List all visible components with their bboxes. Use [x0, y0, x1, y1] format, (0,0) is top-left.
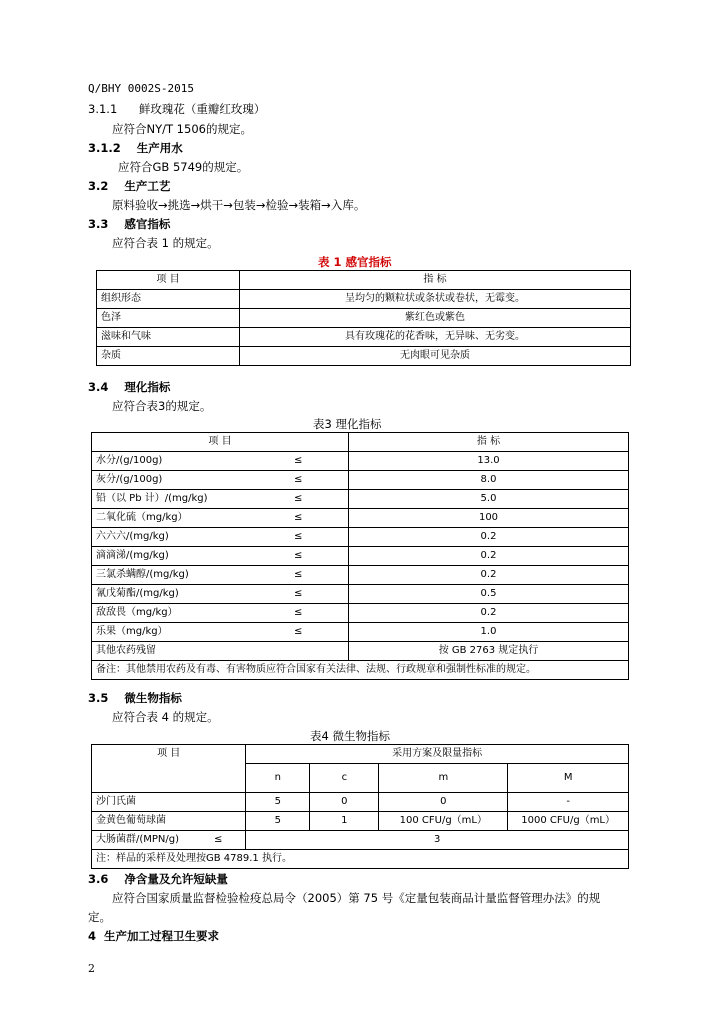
row-value: 13.0 — [349, 452, 629, 471]
subheader-n: n — [246, 764, 310, 793]
row-operator: ≤ — [290, 547, 349, 566]
row-c: 1 — [310, 812, 379, 831]
row-n: 5 — [246, 812, 310, 831]
row-label: 沙门氏菌 — [92, 793, 246, 812]
document-code: Q/BHY 0002S-2015 — [88, 82, 194, 95]
table-row — [92, 471, 629, 490]
row-label: 氰戊菊酯/(mg/kg) — [92, 585, 291, 604]
row-value: 具有玫瑰花的花香味，无异味、无劣变。 — [240, 328, 631, 347]
table-header-row — [92, 433, 629, 452]
table-3-caption: 表3 理化指标 — [313, 417, 382, 431]
row-operator: ≤ — [290, 585, 349, 604]
section-4-heading — [88, 928, 219, 944]
section-title: 生产加工过程卫生要求 — [104, 929, 220, 943]
table-row — [92, 509, 629, 528]
table-note-row — [92, 661, 629, 680]
table-row — [97, 309, 631, 328]
header-cell: 指 标 — [240, 271, 631, 290]
row-value: 5.0 — [349, 490, 629, 509]
table-row — [92, 585, 629, 604]
section-number: 3.3 — [88, 217, 109, 231]
table-row — [92, 642, 629, 661]
section-3-1-1-text: 应符合NY/T 1506的规定。 — [112, 122, 252, 136]
row-label: 滋味和气味 — [97, 328, 240, 347]
row-label: 乐果（mg/kg） — [92, 623, 291, 642]
section-title: 感官指标 — [124, 217, 171, 231]
header-cell: 项 目 — [92, 433, 349, 452]
table-row — [97, 290, 631, 309]
row-value: 100 — [349, 509, 629, 528]
row-operator: ≤ — [290, 490, 349, 509]
section-3-4-heading — [88, 379, 170, 395]
row-M: - — [508, 793, 629, 812]
table-header-row — [92, 745, 629, 764]
header-cell: 指 标 — [349, 433, 629, 452]
section-3-1-1-heading — [88, 101, 265, 117]
row-label: 大肠菌群/(MPN/g) — [92, 831, 211, 850]
row-value: 无肉眼可见杂质 — [240, 347, 631, 366]
row-label: 六六六/(mg/kg) — [92, 528, 291, 547]
subheader-m: m — [379, 764, 508, 793]
row-operator: ≤ — [290, 623, 349, 642]
row-value: 按 GB 2763 规定执行 — [349, 642, 629, 661]
row-value: 0.2 — [349, 604, 629, 623]
section-3-5-text: 应符合表 4 的规定。 — [112, 710, 219, 724]
row-label: 其他农药残留 — [92, 642, 291, 661]
row-M: 1000 CFU/g（mL） — [508, 812, 629, 831]
row-label: 组织形态 — [97, 290, 240, 309]
row-label: 水分/(g/100g) — [92, 452, 291, 471]
table-row — [92, 604, 629, 623]
row-value: 8.0 — [349, 471, 629, 490]
section-number: 4 — [88, 929, 97, 943]
section-number: 3.1.2 — [88, 141, 121, 155]
table-row — [92, 528, 629, 547]
table-4-microbiological — [91, 744, 629, 869]
row-operator: ≤ — [290, 566, 349, 585]
row-value: 0.2 — [349, 528, 629, 547]
section-title: 鲜玫瑰花（重瓣红玫瑰） — [138, 102, 266, 116]
row-value: 紫红色或紫色 — [240, 309, 631, 328]
section-3-3-heading — [88, 216, 170, 232]
row-operator: ≤ — [290, 604, 349, 623]
section-number: 3.1.1 — [88, 102, 118, 116]
subheader-c: c — [310, 764, 379, 793]
row-value: 呈均匀的颗粒状或条状或卷状，无霉变。 — [240, 290, 631, 309]
row-value: 3 — [246, 831, 629, 850]
table-row — [97, 328, 631, 347]
table-note: 备注：其他禁用农药及有毒、有害物质应符合国家有关法律、法规、行政规章和强制性标准的规定。 — [92, 661, 629, 680]
row-c: 0 — [310, 793, 379, 812]
section-number: 3.5 — [88, 691, 109, 705]
table-row — [97, 347, 631, 366]
row-label: 敌敌畏（mg/kg） — [92, 604, 291, 623]
table-1-caption: 表 1 感官指标 — [318, 255, 392, 269]
row-label: 灰分/(g/100g) — [92, 471, 291, 490]
section-3-1-2-heading — [88, 140, 183, 156]
table-row — [92, 623, 629, 642]
section-3-5-heading — [88, 690, 182, 706]
row-label: 滴滴涕/(mg/kg) — [92, 547, 291, 566]
row-label: 三氯杀螨醇/(mg/kg) — [92, 566, 291, 585]
section-3-2-text: 原料验收→挑选→烘干→包装→检验→装箱→入库。 — [112, 198, 366, 212]
row-label: 杂质 — [97, 347, 240, 366]
section-3-1-2-text: 应符合GB 5749的规定。 — [118, 160, 249, 174]
header-cell: 项 目 — [97, 271, 240, 290]
table-3-physicochemical — [91, 432, 629, 680]
section-3-4-text: 应符合表3的规定。 — [112, 399, 212, 413]
table-1-sensory — [96, 270, 631, 366]
table-row — [92, 793, 629, 812]
row-m: 100 CFU/g（mL） — [379, 812, 508, 831]
section-title: 净含量及允许短缺量 — [124, 872, 228, 886]
table-row — [92, 452, 629, 471]
row-operator: ≤ — [290, 452, 349, 471]
section-number: 3.4 — [88, 380, 109, 394]
section-3-6-heading — [88, 871, 228, 887]
section-title: 微生物指标 — [124, 691, 182, 705]
table-row — [92, 831, 629, 850]
table-row — [92, 812, 629, 831]
table-row — [92, 547, 629, 566]
subheader-M: M — [508, 764, 629, 793]
section-number: 3.2 — [88, 179, 109, 193]
table-note: 注：样品的采样及处理按GB 4789.1 执行。 — [92, 850, 629, 869]
table-row — [92, 566, 629, 585]
row-n: 5 — [246, 793, 310, 812]
section-title: 生产工艺 — [124, 179, 171, 193]
section-title: 理化指标 — [124, 380, 171, 394]
table-4-caption: 表4 微生物指标 — [310, 729, 390, 743]
row-label: 金黄色葡萄球菌 — [92, 812, 246, 831]
row-m: 0 — [379, 793, 508, 812]
item-header: 项 目 — [92, 745, 246, 793]
row-label: 二氧化硫（mg/kg） — [92, 509, 291, 528]
section-3-6-text-line1: 应符合国家质量监督检验检疫总局令（2005）第 75 号《定量包装商品计量监督管理办法》的规 — [112, 891, 601, 905]
row-value: 0.2 — [349, 547, 629, 566]
section-3-6-text-line2: 定。 — [88, 910, 111, 924]
group-header: 采用方案及限量指标 — [246, 745, 629, 764]
row-operator: ≤ — [290, 509, 349, 528]
row-operator: ≤ — [210, 831, 246, 850]
row-value: 1.0 — [349, 623, 629, 642]
row-value: 0.5 — [349, 585, 629, 604]
section-title: 生产用水 — [136, 141, 183, 155]
row-label: 铅（以 Pb 计）/(mg/kg) — [92, 490, 291, 509]
table-note-row — [92, 850, 629, 869]
section-3-3-text: 应符合表 1 的规定。 — [112, 236, 219, 250]
row-operator: ≤ — [290, 528, 349, 547]
row-label: 色泽 — [97, 309, 240, 328]
section-3-2-heading — [88, 178, 170, 194]
table-row — [92, 490, 629, 509]
row-operator: ≤ — [290, 471, 349, 490]
row-operator — [290, 642, 349, 661]
table-header-row — [97, 271, 631, 290]
row-value: 0.2 — [349, 566, 629, 585]
page-number: 2 — [88, 962, 95, 975]
section-number: 3.6 — [88, 872, 109, 886]
